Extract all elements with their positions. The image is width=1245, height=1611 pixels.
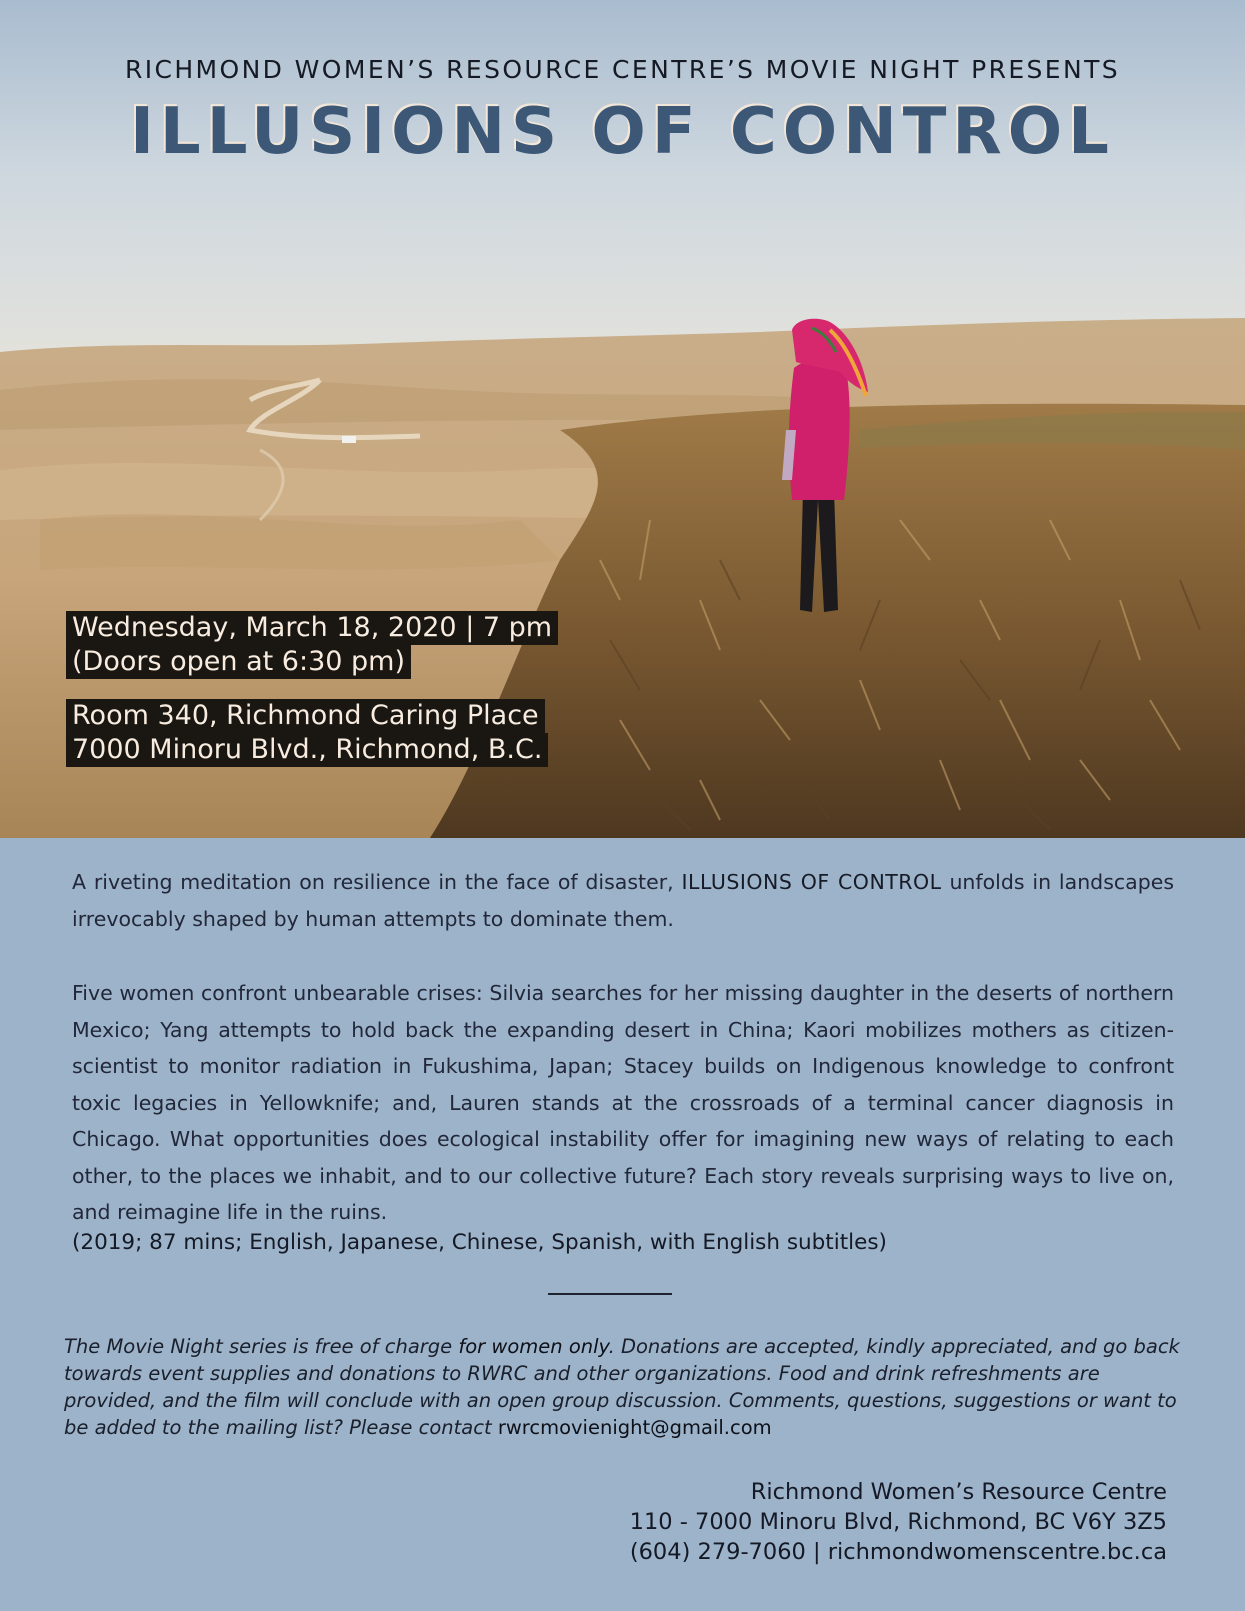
film-title: ILLUSIONS OF CONTROL xyxy=(130,95,1115,169)
organization-name: Richmond Women’s Resource Centre xyxy=(750,1479,1167,1505)
description-intro xyxy=(72,864,1174,937)
series-note xyxy=(64,1333,1184,1441)
intro-text-end: unfolds in landscapes irrevocably shaped by human attempts to dominate them. xyxy=(72,870,1175,931)
phone-and-website[interactable]: (604) 279-7060 | richmondwomenscentre.bc.ca xyxy=(629,1539,1167,1565)
note-text: The Movie Night series is free of charge xyxy=(64,1335,459,1358)
note-text-2: . Donations are accepted, kindly appreciated, and go back towards event supplies and donations to RWRC and other organizations. Food and drink refreshments are provided, and the film will conclude with an open group discussion. Comments, questions, suggestions or want to be added to the mailing list? Please contact xyxy=(64,1335,1180,1439)
presents-line: RICHMOND WOMEN’S RESOURCE CENTRE’S MOVIE NIGHT PRESENTS xyxy=(124,55,1121,84)
contact-email-link[interactable]: rwrcmovienight@gmail.com xyxy=(497,1416,772,1439)
event-street: 7000 Minoru Blvd., Richmond, B.C. xyxy=(66,733,548,767)
film-details: (2019; 87 mins; English, Japanese, Chinese, Spanish, with English subtitles) xyxy=(72,1230,887,1255)
intro-film-title: ILLUSIONS OF CONTROL xyxy=(681,870,942,894)
event-date-time: Wednesday, March 18, 2020 | 7 pm xyxy=(66,611,558,645)
organization-address: 110 - 7000 Minoru Blvd, Richmond, BC V6Y 3Z5 xyxy=(629,1509,1167,1535)
note-emphasis: for women only xyxy=(458,1335,609,1358)
event-room: Room 340, Richmond Caring Place xyxy=(66,699,545,733)
description-synopsis: Five women confront unbearable crises: Silvia searches for her missing daughter in the deserts of northern Mexico; Yang attempts to hold back the expanding desert in China; Kaori mobilizes mothers as citizen-scientist to monitor radiation in Fukushima, Japan; Stacey builds on Indigenous knowledge to confront toxic legacies in Yellowknife; and, Lauren stands at the crossroads of a terminal cancer diagnosis in Chicago. What opportunities does ecological instability offer for imagining new ways of relating to each other, to the places we inhabit, and to our collective future? Each story reveals surprising ways to live on, and reimagine life in the ruins. xyxy=(72,981,1174,1224)
contact-block xyxy=(630,1477,1167,1567)
intro-text: A riveting meditation on resilience in the face of disaster, xyxy=(72,870,682,894)
doors-open-time: (Doors open at 6:30 pm) xyxy=(66,645,411,679)
event-time-block xyxy=(66,611,558,679)
event-location-block xyxy=(66,699,548,767)
divider xyxy=(548,1293,672,1295)
